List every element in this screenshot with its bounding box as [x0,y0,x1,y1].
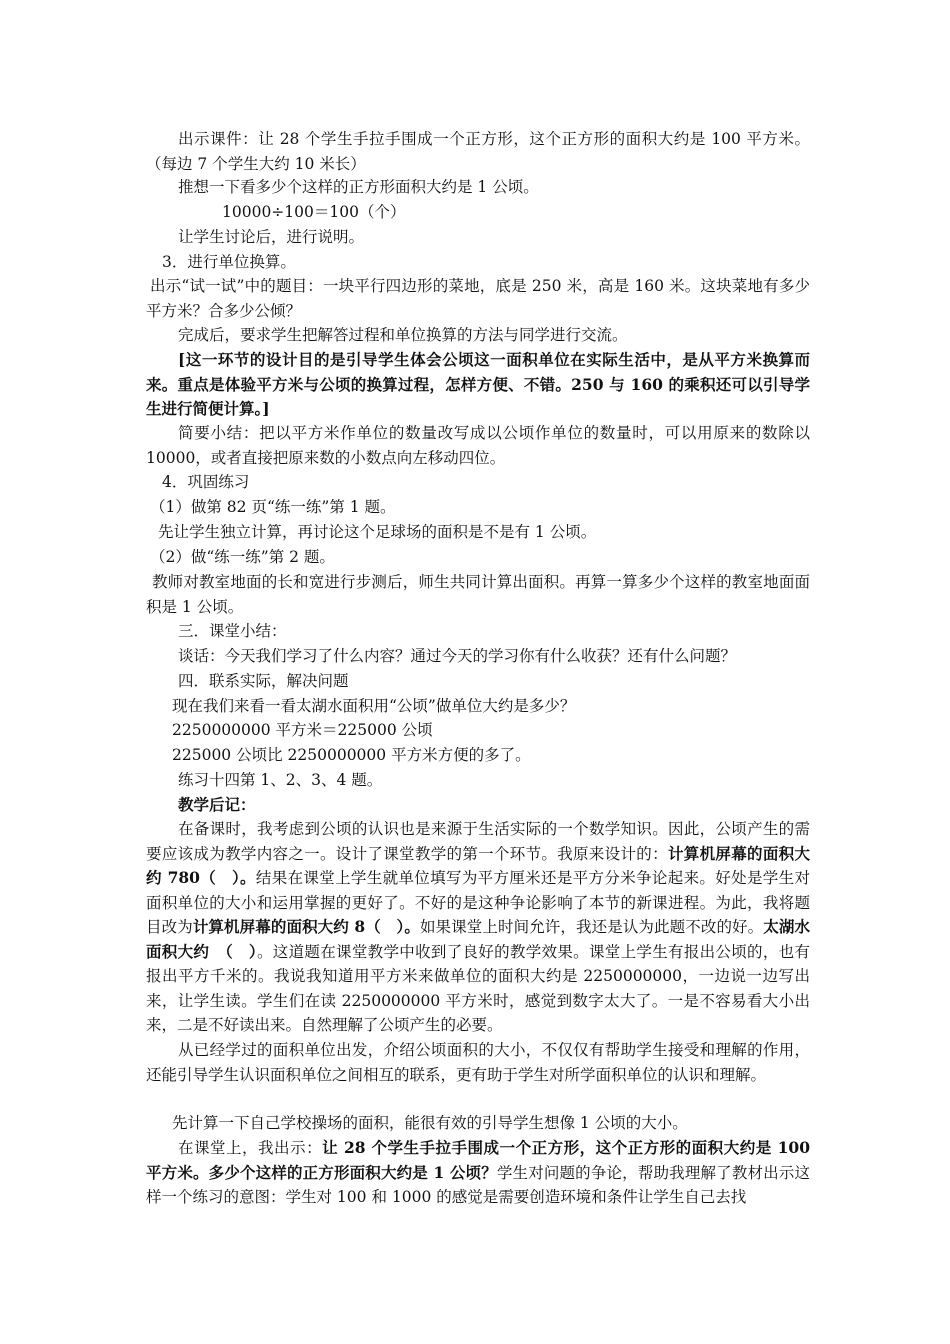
text-segment: 在备课时，我考虑到公顷的认识也是来源于生活实际的一个数学知识。因此，公顷产生的需要应该成为教学内容之一。设计了课堂教学的第一个环节。我原来设计的： [146,820,810,863]
paragraph-l24: 从已经学过的面积单位出发，介绍公顷面积的大小，不仅仅有帮助学生接受和理解的作用，还能引导学生认识面积单位之间相互的联系，更有助于学生对所学面积单位的认识和理解。 [146,1041,810,1084]
paragraph-l4: 让学生讨论后，进行说明。 [178,228,365,246]
paragraph-l12: 先让学生独立计算，再讨论这个足球场的面积是不是有 1 公顷。 [158,523,597,541]
paragraph-l17: 四．联系实际，解决问题 [178,672,349,690]
paragraph-l8: [这一环节的设计目的是引导学生体会公顷这一面积单位在实际生活中，是从平方米换算而来。重点是体验平方米与公顷的换算过程，怎样方便、不错。250 与 160 的乘积还可以引导学生进行简便计算。] [146,350,810,418]
paragraph-l19: 2250000000 平方米＝225000 公顷 [172,721,433,739]
text-segment: 计算机屏幕的面积大约 780（ ）。 [146,843,810,887]
paragraph-l18: 现在我们来看一看太湖水面积用“公顷”做单位大约是多少？ [172,697,576,715]
paragraph-l14: 教师对教室地面的长和宽进行步测后，师生共同计算出面积。再算一算多少个这样的教室地面面积是 1 公顷。 [146,573,810,616]
text-segment: 结果在课堂上学生就单位填写为平方厘米还是平方分米争论起来。好处是学生对面积单位的大小和运用掌握的更好了。不好的是这种争论影响了本节的新课进程。为此，我将题目改为 [146,869,810,936]
paragraph-l23 [146,817,810,1038]
paragraph-l21: 练习十四第 1、2、3、4 题。 [178,771,383,789]
paragraph-l15: 三．课堂小结： [178,622,287,640]
paragraph-l26 [146,1136,810,1210]
text-segment: 太湖水面积大约 （ ） [146,917,810,961]
paragraph-l9: 简要小结：把以平方米作单位的数量改写成以公顷作单位的数量时，可以用原来的数除以 10000，或者直接把原来数的小数点向左移动四位。 [146,424,810,467]
text-segment: 学生对问题的争论，帮助我理解了教材出示这样一个练习的意图：学生对 100 和 1000 的感觉是需要创造环境和条件让学生自己去找 [146,1163,810,1206]
paragraph-l5: 3．进行单位换算。 [162,253,296,271]
paragraph-l13: （2）做“练一练”第 2 题。 [150,548,335,566]
text-segment: 计算机屏幕的面积大约 8（ ）。 [192,917,420,936]
paragraph-l25: 先计算一下自己学校操场的面积，能很有效的引导学生想像 1 公顷的大小。 [172,1114,688,1132]
paragraph-l7: 完成后，要求学生把解答过程和单位换算的方法与同学进行交流。 [178,326,628,344]
paragraph-l16: 谈话：今天我们学习了什么内容？通过今天的学习你有什么收获？还有什么问题？ [178,647,737,665]
paragraph-l20: 225000 公顷比 2250000000 平方米方便的多了。 [172,746,531,764]
paragraph-l10: 4．巩固练习 [162,473,250,491]
paragraph-l22: 教学后记： [178,795,256,814]
paragraph-l11: （1）做第 82 页“练一练”第 1 题。 [150,498,396,516]
paragraph-l3: 10000÷100＝100（个） [222,203,406,221]
paragraph-l1: 出示课件：让 28 个学生手拉手围成一个正方形，这个正方形的面积大约是 100 平方米。（每边 7 个学生大约 10 米长） [146,130,810,173]
text-segment: 在课堂上，我出示： [178,1139,323,1157]
text-segment: 。这道题在课堂教学中收到了良好的教学效果。课堂上学生有报出公顷的，也有报出平方千米的。我说我知道用平方米来做单位的面积大约是 2250000000，一边说一边写出来，让学生读。学生们在读 2250000000 平方米时，感觉到数字太大了。一是不容易看大小出来，二是不好读出来。自然理解了公顷产生的必要。 [146,942,810,1034]
paragraph-l6: 出示“试一试”中的题目：一块平行四边形的菜地，底是 250 米，高是 160 米。这块菜地有多少平方米？合多少公倾？ [146,277,810,320]
text-segment: 如果课堂上时间允许，我还是认为此题不改的好。 [419,918,764,936]
text-segment: 让 28 个学生手拉手围成一个正方形，这个正方形的面积大约是 100 平方米。多少个这样的正方形面积大约是 1 公顷？ [146,1138,810,1182]
paragraph-l2: 推想一下看多少个这样的正方形面积大约是 1 公顷。 [178,178,539,196]
